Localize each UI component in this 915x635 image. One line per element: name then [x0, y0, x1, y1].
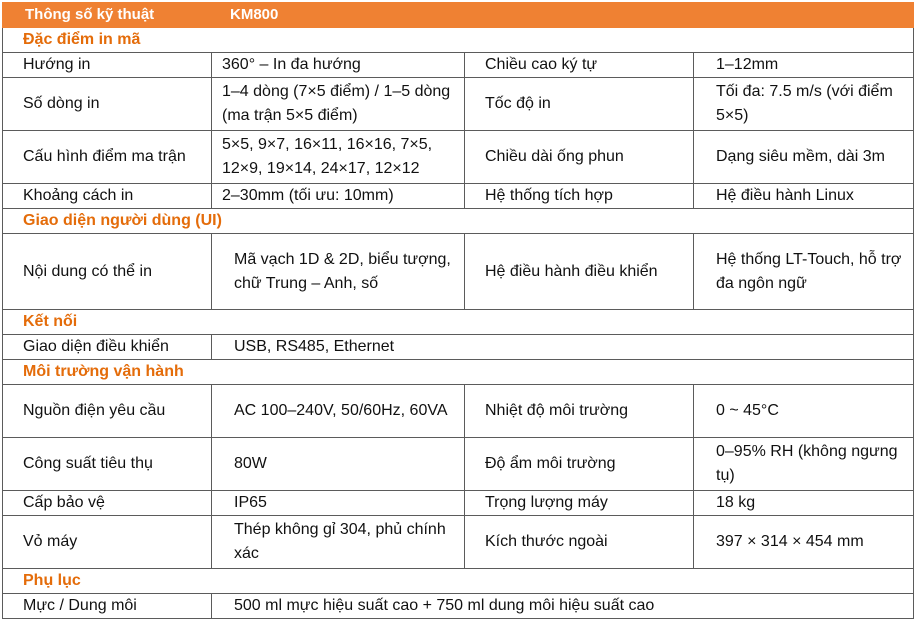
row-value: 5×5, 9×7, 16×11, 16×16, 7×5, 12×9, 19×14, 24×17, 12×12 — [212, 131, 465, 184]
section-env-title: Môi trường vận hành — [3, 360, 914, 385]
row-value: 80W — [212, 438, 465, 491]
row-label: Khoảng cách in — [3, 184, 212, 209]
row-value: 500 ml mực hiệu suất cao + 750 ml dung môi hiệu suất cao — [212, 594, 914, 619]
row-value-2: Dạng siêu mềm, dài 3m — [694, 131, 914, 184]
section-print-title: Đặc điểm in mã — [3, 28, 914, 53]
row-label: Giao diện điều khiển — [3, 335, 212, 360]
row-label-2: Tốc độ in — [465, 78, 694, 131]
section-connect-title: Kết nối — [3, 310, 914, 335]
table-row — [3, 335, 914, 360]
row-value: Mã vạch 1D & 2D, biểu tượng, chữ Trung – Anh, số — [212, 234, 465, 310]
row-value-2: Hệ thống LT-Touch, hỗ trợ đa ngôn ngữ — [694, 234, 914, 310]
row-label-2: Hệ điều hành điều khiển — [465, 234, 694, 310]
header-model: KM800 — [212, 3, 914, 28]
row-label-2: Chiều cao ký tự — [465, 53, 694, 78]
row-value-2: 397 × 314 × 454 mm — [694, 516, 914, 569]
row-value: AC 100–240V, 50/60Hz, 60VA — [212, 385, 465, 438]
table-row — [3, 184, 914, 209]
row-label: Cấu hình điểm ma trận — [3, 131, 212, 184]
section-ui-title: Giao diện người dùng (UI) — [3, 209, 914, 234]
table-row — [3, 53, 914, 78]
row-label: Nguồn điện yêu cầu — [3, 385, 212, 438]
header-title: Thông số kỹ thuật — [3, 3, 212, 28]
row-value-2: 0–95% RH (không ngưng tụ) — [694, 438, 914, 491]
row-value: Thép không gỉ 304, phủ chính xác — [212, 516, 465, 569]
row-label-2: Chiều dài ống phun — [465, 131, 694, 184]
table-row — [3, 594, 914, 619]
section-appendix-title: Phụ lục — [3, 569, 914, 594]
row-value-2: 18 kg — [694, 491, 914, 516]
row-label: Mực / Dung môi — [3, 594, 212, 619]
table-header-row — [3, 3, 914, 28]
spec-table — [2, 2, 914, 619]
row-label: Công suất tiêu thụ — [3, 438, 212, 491]
row-label-2: Nhiệt độ môi trường — [465, 385, 694, 438]
row-value: 360° – In đa hướng — [212, 53, 465, 78]
row-label-2: Kích thước ngoài — [465, 516, 694, 569]
table-row — [3, 385, 914, 438]
row-label: Vỏ máy — [3, 516, 212, 569]
row-label: Hướng in — [3, 53, 212, 78]
section-print-row — [3, 28, 914, 53]
table-row — [3, 516, 914, 569]
section-connect-row — [3, 310, 914, 335]
section-env-row — [3, 360, 914, 385]
row-value-2: 1–12mm — [694, 53, 914, 78]
table-row — [3, 131, 914, 184]
table-row — [3, 438, 914, 491]
row-label: Số dòng in — [3, 78, 212, 131]
table-row — [3, 78, 914, 131]
table-row — [3, 234, 914, 310]
row-label: Nội dung có thể in — [3, 234, 212, 310]
row-value-2: Tối đa: 7.5 m/s (với điểm 5×5) — [694, 78, 914, 131]
row-label-2: Độ ẩm môi trường — [465, 438, 694, 491]
row-value-2: Hệ điều hành Linux — [694, 184, 914, 209]
section-appendix-row — [3, 569, 914, 594]
table-row — [3, 491, 914, 516]
row-label: Cấp bảo vệ — [3, 491, 212, 516]
row-label-2: Trọng lượng máy — [465, 491, 694, 516]
row-value-2: 0 ~ 45°C — [694, 385, 914, 438]
section-ui-row — [3, 209, 914, 234]
row-value: 2–30mm (tối ưu: 10mm) — [212, 184, 465, 209]
row-label-2: Hệ thống tích hợp — [465, 184, 694, 209]
row-value: 1–4 dòng (7×5 điểm) / 1–5 dòng (ma trận 5×5 điểm) — [212, 78, 465, 131]
row-value: IP65 — [212, 491, 465, 516]
row-value: USB, RS485, Ethernet — [212, 335, 914, 360]
